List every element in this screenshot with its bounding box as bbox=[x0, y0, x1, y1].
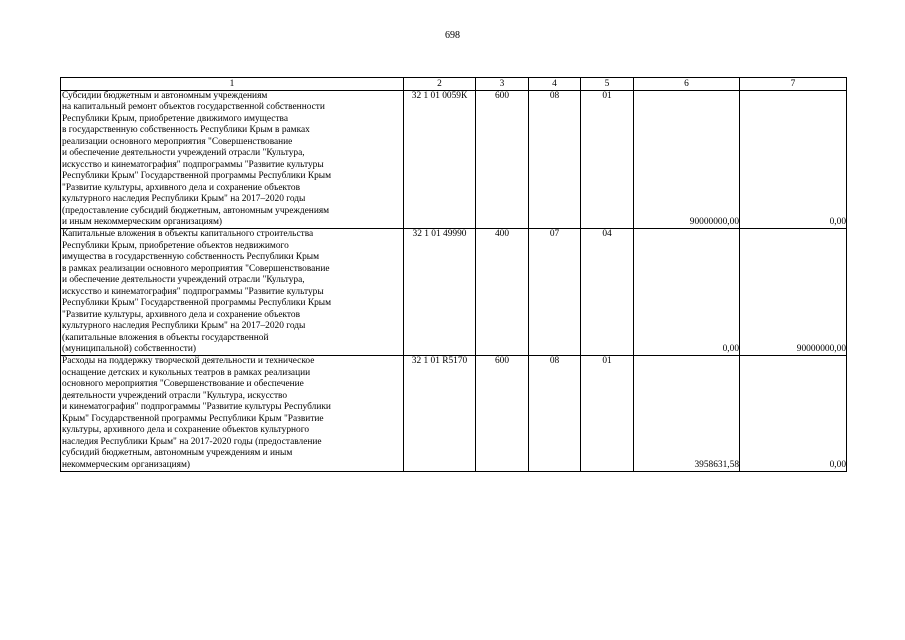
column-header-7: 7 bbox=[740, 78, 847, 91]
column-header-6: 6 bbox=[634, 78, 740, 91]
column-header-5: 5 bbox=[581, 78, 634, 91]
table-header-row bbox=[61, 78, 847, 91]
budget-table bbox=[60, 77, 847, 472]
column-header-1: 1 bbox=[61, 78, 404, 91]
row-amount-col7: 90000000,00 bbox=[740, 229, 847, 356]
row-description: Субсидии бюджетным и автономным учреждениям на капитальный ремонт объектов государственной собственности Республики Крым, приобретение движимого имущества в государственную собственность Республики Крым в рамках реализации основного мероприятия "Совершенствование и обеспечение деятельности учреждений отрасли "Культура, искусство и кинематография" подпрограммы "Развитие культуры Республики Крым" Государственной программы Республики Крым "Развитие культуры, архивного дела и сохранение объектов культурного наследия Республики Крым" на 2017–2020 годы (предоставление субсидий бюджетным, автономным учреждениям и иным некоммерческим организациям) bbox=[61, 91, 404, 229]
table-row bbox=[61, 91, 847, 229]
row-section: 07 bbox=[529, 229, 581, 356]
row-target-code: 32 1 01 R5170 bbox=[404, 356, 476, 472]
row-subsection: 04 bbox=[581, 229, 634, 356]
row-target-code: 32 1 01 0059К bbox=[404, 91, 476, 229]
column-header-4: 4 bbox=[529, 78, 581, 91]
row-amount-col6: 0,00 bbox=[634, 229, 740, 356]
row-description: Расходы на поддержку творческой деятельности и техническое оснащение детских и кукольных театров в рамках реализации основного мероприятия "Совершенствование и обеспечение деятельности учреждений отрасли "Культура, искусство и кинематография" подпрограммы "Развитие культуры Республики Крым" Государственной программы Республики Крым "Развитие культуры, архивного дела и сохранение объектов культурного наследия Республики Крым" на 2017-2020 годы (предоставление субсидий бюджетным, автономным учреждениям и иным некоммерческим организациям) bbox=[61, 356, 404, 472]
row-section: 08 bbox=[529, 356, 581, 472]
row-amount-col7: 0,00 bbox=[740, 356, 847, 472]
row-amount-col6: 90000000,00 bbox=[634, 91, 740, 229]
row-section: 08 bbox=[529, 91, 581, 229]
row-amount-col7: 0,00 bbox=[740, 91, 847, 229]
row-target-code: 32 1 01 49990 bbox=[404, 229, 476, 356]
row-expense-type: 600 bbox=[476, 356, 529, 472]
table-row bbox=[61, 229, 847, 356]
page-number: 698 bbox=[445, 30, 460, 41]
row-subsection: 01 bbox=[581, 356, 634, 472]
table-row bbox=[61, 356, 847, 472]
row-description: Капитальные вложения в объекты капитального строительства Республики Крым, приобретение объектов недвижимого имущества в государственную собственность Республики Крым в рамках реализации основного мероприятия "Совершенствование и обеспечение деятельности учреждений отрасли "Культура, искусство и кинематография" подпрограммы "Развитие культуры Республики Крым" Государственной программы Республики Крым "Развитие культуры, архивного дела и сохранение объектов культурного наследия Республики Крым" на 2017–2020 годы (капитальные вложения в объекты государственной (муниципальной) собственности) bbox=[61, 229, 404, 356]
row-expense-type: 600 bbox=[476, 91, 529, 229]
column-header-2: 2 bbox=[404, 78, 476, 91]
row-subsection: 01 bbox=[581, 91, 634, 229]
row-expense-type: 400 bbox=[476, 229, 529, 356]
column-header-3: 3 bbox=[476, 78, 529, 91]
row-amount-col6: 3958631,58 bbox=[634, 356, 740, 472]
